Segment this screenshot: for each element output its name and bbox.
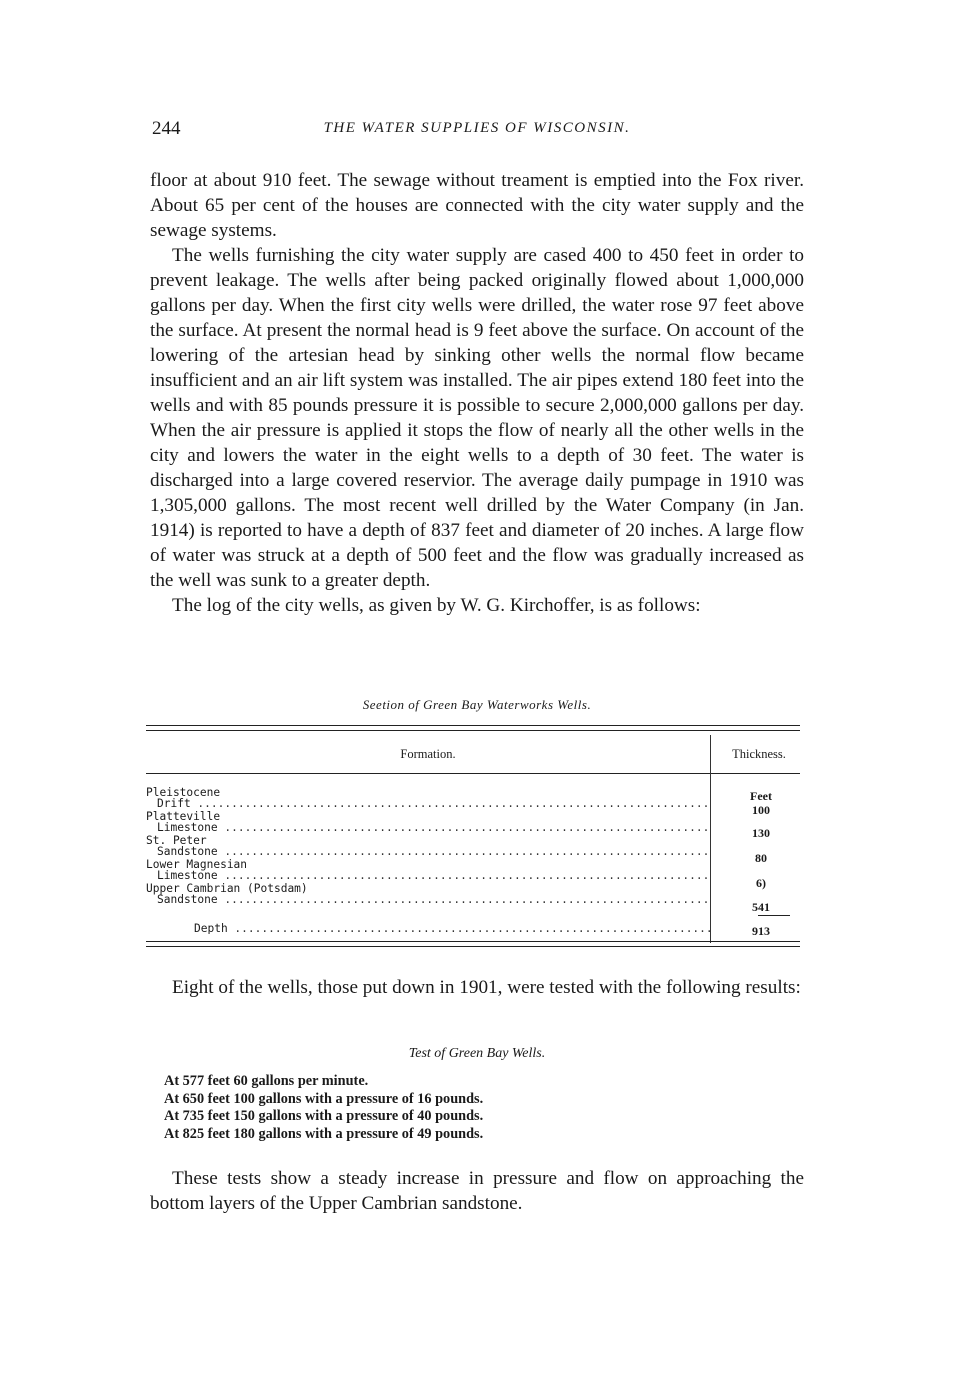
column-header-formation: Formation. [400, 747, 456, 761]
formation-item: Limestone ..... [146, 870, 710, 881]
wells-table-caption: Seetion of Green Bay Waterworks Wells. [362, 697, 592, 712]
body-text-upper [150, 168, 804, 618]
paragraph-4: Eight of the wells, those put down in 1901, were tested with the following results: [172, 977, 801, 998]
total-value: 913 [752, 924, 770, 938]
thickness-value: 100 [752, 803, 770, 817]
table-rule-top [146, 725, 800, 726]
table-rule-bottom [146, 946, 800, 947]
table-row [146, 787, 710, 809]
paragraph-1: floor at about 910 feet. The sewage without treament is emptied into the Fox river. About 65 per cent of the houses are connected with the city water supply and the sewage systems. [150, 170, 804, 241]
thickness-unit: Feet [750, 789, 772, 803]
test-line: At 650 feet 100 gallons with a pressure of 16 pounds. [164, 1090, 484, 1107]
test-line: At 577 feet 60 gallons per minute. [164, 1073, 369, 1089]
total-label: Depth ..... [194, 923, 710, 934]
table-rule-header [146, 773, 800, 774]
page-number: 244 [152, 118, 181, 139]
formation-item: Sandstone ..... [146, 846, 710, 857]
table-row [146, 883, 710, 905]
formation-item: Drift ..... [146, 798, 710, 809]
test-line: At 735 feet 150 gallons with a pressure of 40 pounds. [164, 1108, 484, 1124]
running-title: THE WATER SUPPLIES OF WISCONSIN. [323, 120, 631, 136]
table-row [146, 835, 710, 857]
table-column-divider [710, 735, 711, 943]
table-total-row [146, 923, 710, 934]
tests-caption: Test of Green Bay Wells. [408, 1046, 546, 1061]
body-text-lower [150, 1166, 804, 1216]
formation-group: St. Peter [146, 835, 207, 847]
thickness-value: 541 [752, 900, 770, 914]
formation-group: Platteville [146, 811, 221, 823]
thickness-value: 6) [756, 876, 766, 890]
formation-item: Sandstone ..... [146, 894, 710, 905]
thickness-value: 130 [752, 826, 770, 840]
formation-group: Lower Magnesian [146, 859, 248, 871]
table-row [146, 811, 710, 833]
column-header-thickness: Thickness. [732, 747, 786, 761]
page-header [152, 118, 802, 142]
table-rule-top-inner [146, 730, 800, 731]
total-underline [758, 915, 790, 916]
body-text-middle [150, 975, 804, 1000]
table-rule-bottom-inner [146, 941, 800, 942]
test-line: At 825 feet 180 gallons with a pressure of 49 pounds. [164, 1125, 484, 1142]
paragraph-2: The wells furnishing the city water supply are cased 400 to 450 feet in order to prevent leakage. The wells after being packed originally flowed about 1,000,000 gallons per day. When the first city wells were drilled, the water rose 97 feet above the surface. At present the normal head is 9 feet above the surface. On account of the lowering of the artesian head by sinking other wells the normal flow became insufficient and an air lift system was installed. The air pipes extend 180 feet into the wells and with 85 pounds pressure it is possible to secure 2,000,000 gallons per day. When the air pressure is applied it stops the flow of nearly all the other wells in the city and lowers the water in the eight wells to a depth of 30 feet. The water is discharged into a large covered reservior. The average daily pumpage in 1910 was 1,305,000 gallons. The most recent well drilled by the Water Company (in Jan. 1914) is reported to have a depth of 837 feet and diameter of 20 inches. A large flow of water was struck at a depth of 500 feet and the flow was gradually increased as the well was sunk to a greater depth. [150, 245, 804, 591]
thickness-value: 80 [755, 851, 767, 865]
paragraph-5: These tests show a steady increase in pressure and flow on approaching the bottom layers of the Upper Cambrian sandstone. [150, 1168, 804, 1214]
formation-item: Limestone ..... [146, 822, 710, 833]
tests-list [164, 1073, 483, 1143]
formation-group: Pleistocene [146, 787, 221, 799]
paragraph-3: The log of the city wells, as given by W. G. Kirchoffer, is as follows: [172, 595, 701, 616]
table-row [146, 859, 710, 881]
wells-table [146, 725, 800, 951]
formation-group: Upper Cambrian (Potsdam) [146, 883, 308, 895]
